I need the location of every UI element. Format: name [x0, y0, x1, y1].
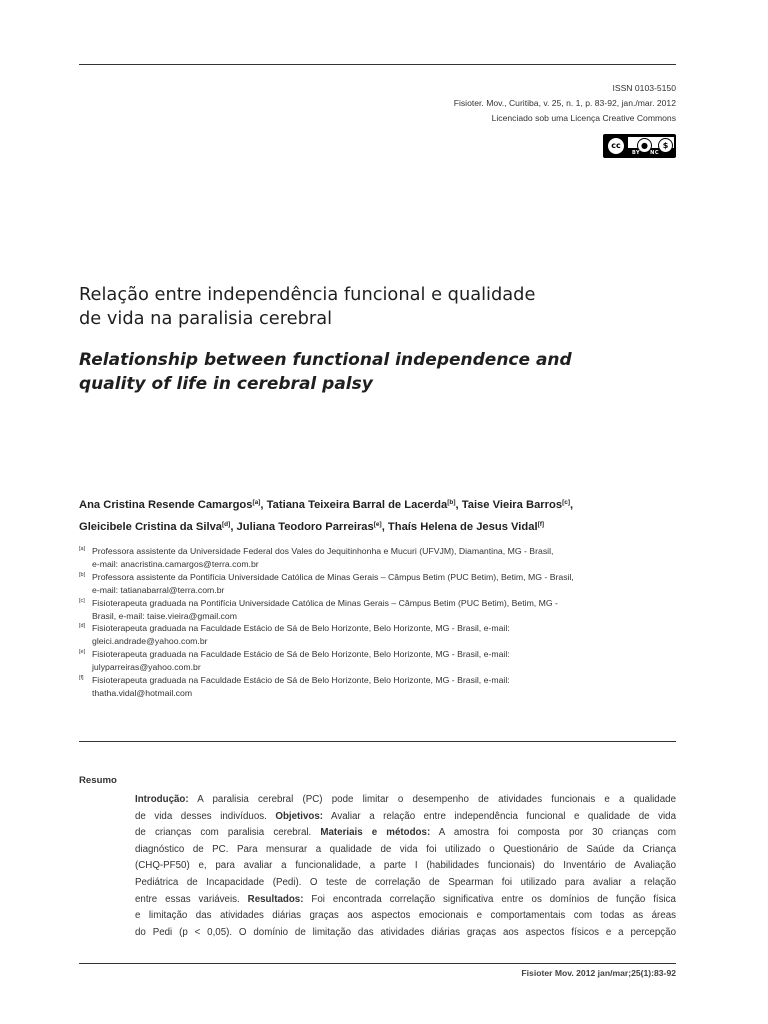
author-line [79, 515, 679, 537]
author-name: Ana Cristina Resende Camargos [79, 499, 253, 511]
abstract-line [135, 892, 676, 909]
title-pt-line: de vida na paralisia cerebral [79, 308, 333, 329]
top-rule [79, 64, 676, 65]
abstract-body [135, 792, 676, 941]
author-name: Gleicibele Cristina da Silva [79, 521, 223, 533]
title-pt-line: Relação entre independência funcional e qualidade [79, 284, 536, 305]
author-affiliation-mark: [d] [222, 521, 231, 528]
abstract-line [135, 908, 676, 925]
abstract-text: A amostra foi composta por 30 crianças com [430, 827, 676, 839]
affiliation-text: Fisioterapeuta graduada na Faculdade Estácio de Sá de Belo Horizonte, Belo Horizonte, MG - Brasil, e-mail: [92, 623, 510, 634]
affiliation-email[interactable]: julyparreiras@yahoo.com.br [92, 662, 201, 673]
abstract-section-label: Materiais e métodos: [320, 827, 431, 839]
title-en-line: quality of life in cerebral palsy [79, 374, 373, 394]
author-affiliation-mark: [c] [562, 499, 571, 506]
author-separator: , [455, 499, 462, 511]
abstract-text: e limitação das atividades diárias graças aos aspectos emocionais e comportamentais com todas as áreas [135, 910, 676, 922]
affiliation-mark: [a] [79, 546, 86, 552]
author-affiliation-mark: [b] [447, 499, 456, 506]
abstract-line [135, 792, 676, 809]
title-portuguese [79, 283, 599, 331]
author-name: Taise Vieira Barros [461, 499, 563, 511]
affiliation-text: Fisioterapeuta graduada na Pontifícia Universidade Católica de Minas Gerais – Câmpus Betim (PUC Betim), Betim, MG - [92, 597, 558, 608]
author-separator: , [260, 499, 267, 511]
nc-dollar-icon: $ [658, 138, 673, 153]
affiliation-mark: [c] [79, 597, 85, 604]
abstract-text: diagnóstico de PC. Para mensurar a qualidade de vida foi utilizado o Questionário de Saúde da Criança [135, 843, 676, 855]
author-name: Tatiana Teixeira Barral de Lacerda [266, 499, 448, 511]
abstract-line [135, 809, 676, 826]
affiliation-mark: [e] [79, 649, 86, 656]
author-line [79, 493, 679, 515]
abstract-line [135, 925, 676, 942]
affiliation-item [79, 622, 679, 648]
creative-commons-badge[interactable] [603, 134, 676, 158]
by-person-icon: ● [637, 138, 652, 153]
section-rule [79, 741, 676, 742]
affiliation-email[interactable]: Brasil, e-mail: taise.vieira@gmail.com [92, 610, 237, 621]
license-text: Licenciado sob uma Licença Creative Commons [491, 113, 676, 123]
affiliation-mark: [d] [79, 623, 86, 630]
footer-rule [79, 963, 676, 964]
author-affiliation-mark: [f] [537, 521, 545, 528]
affiliation-item [79, 648, 679, 674]
abstract-line [135, 858, 676, 875]
affiliation-text: Professora assistente da Pontifícia Universidade Católica de Minas Gerais – Câmpus Betim (PUC Betim), Betim, MG - Brasil, [92, 571, 574, 582]
abstract-text: Pediátrica de Incapacidade (Pedi). O teste de correlação de Spearman foi utilizado para avaliar a relação [135, 876, 676, 888]
abstract-section-label: Objetivos: [275, 810, 324, 822]
nc-label: NC [650, 150, 660, 156]
affiliation-item [79, 674, 679, 700]
author-name: Thaís Helena de Jesus Vidal [387, 521, 538, 533]
author-name: Juliana Teodoro Parreiras [236, 521, 374, 533]
author-list [79, 493, 679, 537]
abstract-line [135, 825, 676, 842]
author-affiliation-mark: [a] [252, 499, 261, 506]
title-en-line: Relationship between functional independence and [79, 350, 572, 370]
abstract-text: Foi encontrada correlação significativa entre os domínios de função física [303, 893, 676, 905]
abstract-text: de crianças com paralisia cerebral. [135, 827, 321, 839]
journal-citation: Fisioter. Mov., Curitiba, v. 25, n. 1, p. 83-92, jan./mar. 2012 [453, 98, 676, 108]
author-separator: , [570, 499, 574, 511]
abstract-text: entre essas variáveis. [135, 893, 248, 905]
abstract-text: do Pedi (p < 0,05). O domínio de limitação das atividades diárias graças aos aspectos físicos e a percepção [135, 926, 676, 938]
author-separator: , [230, 521, 237, 533]
affiliation-list [79, 545, 679, 700]
affiliation-email[interactable]: e-mail: anacristina.camargos@terra.com.br [92, 558, 259, 569]
abstract-section-label: Resultados: [247, 893, 304, 905]
affiliation-mark: [f] [79, 675, 84, 682]
affiliation-text: Professora assistente da Universidade Federal dos Vales do Jequitinhonha e Mucuri (UFVJM), Diamantina, MG - Brasil, [92, 546, 554, 556]
cc-logo-icon: cc [607, 137, 625, 155]
affiliation-text: Fisioterapeuta graduada na Faculdade Estácio de Sá de Belo Horizonte, Belo Horizonte, MG - Brasil, e-mail: [92, 649, 510, 660]
affiliation-item [79, 597, 679, 623]
abstract-line [135, 875, 676, 892]
footer-citation: Fisioter Mov. 2012 jan/mar;25(1):83-92 [521, 968, 676, 978]
affiliation-email[interactable]: thatha.vidal@hotmail.com [92, 687, 193, 698]
abstract-text: (CHQ-PF50) e, para avaliar a funcionalidade, a parte I (habilidades funcionais) do Inventário de Avaliação [135, 860, 676, 872]
affiliation-item [79, 571, 679, 597]
author-affiliation-mark: [e] [373, 521, 382, 528]
abstract-line [135, 842, 676, 859]
author-separator: , [381, 521, 388, 533]
abstract-text: de vida desses indivíduos. [135, 810, 276, 822]
issn: ISSN 0103-5150 [612, 83, 676, 93]
abstract-heading: Resumo [79, 775, 117, 786]
title-english [79, 348, 599, 396]
affiliation-email[interactable]: gleici.andrade@yahoo.com.br [92, 636, 208, 647]
abstract-text: A paralisia cerebral (PC) pode limitar o desempenho de atividades funcionais e a qualidade [188, 794, 676, 805]
affiliation-item [79, 545, 679, 571]
abstract-section-label: Introdução: [135, 794, 189, 805]
affiliation-mark: [b] [79, 571, 86, 578]
affiliation-text: Fisioterapeuta graduada na Faculdade Estácio de Sá de Belo Horizonte, Belo Horizonte, MG - Brasil, e-mail: [92, 675, 510, 686]
journal-header [454, 81, 676, 126]
abstract-text: Avaliar a relação entre independência funcional e qualidade de vida [323, 810, 676, 822]
by-label: BY [632, 150, 641, 156]
affiliation-email[interactable]: e-mail: tatianabarral@terra.com.br [92, 584, 225, 595]
